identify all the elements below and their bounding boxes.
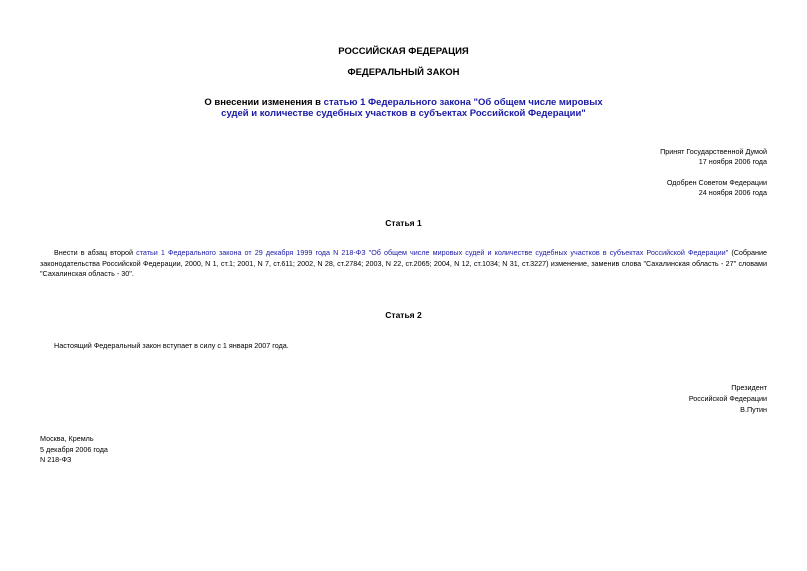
adoption-duma: [660, 147, 767, 167]
law-title: [0, 97, 807, 119]
approval-council: [667, 178, 767, 198]
article1-text-before: Внести в абзац второй: [54, 248, 137, 257]
article1-text-after: (Собрание законодательства Российской Федерации, 2000, N 1, ст.1; 2001, N 7, ст.611; 2002, N 28, ст.2784; 2003, N 22, ст.2065; 2004, N 12, ст.1034; N 31, ст.3227) изменение, заменив слова "Сахалинская область - 27" словами "Сахалинская область - 30".: [40, 248, 768, 278]
article2-heading: Статья 2: [385, 310, 422, 320]
approved-date: 24 ноября 2006 года: [698, 188, 767, 197]
place-date-block: [40, 434, 108, 466]
article1-heading: Статья 1: [385, 218, 422, 228]
signature-block: [689, 382, 767, 415]
signature-name: В.Путин: [740, 405, 767, 414]
adopted-label: Принят Государственной Думой: [660, 147, 767, 156]
country-heading: РОССИЙСКАЯ ФЕДЕРАЦИЯ: [338, 46, 469, 57]
law-number: N 218-ФЗ: [40, 455, 72, 464]
law-title-link-line2[interactable]: судей и количестве судебных участков в субъектах Российской Федерации": [221, 108, 586, 119]
article1-text: [40, 248, 767, 280]
signature-title: Президент: [731, 383, 767, 392]
article2-text: Настоящий Федеральный закон вступает в силу с 1 января 2007 года.: [54, 341, 289, 350]
place-location: Москва, Кремль: [40, 434, 94, 443]
article1-law-link[interactable]: статьи 1 Федерального закона от 29 декабря 1999 года N 218-ФЗ "Об общем числе мировых судей и количестве судебных участков в субъектах Российской Федерации": [136, 248, 729, 257]
approved-label: Одобрен Советом Федерации: [666, 178, 767, 187]
place-date: 5 декабря 2006 года: [40, 444, 108, 454]
signature-country: Российской Федерации: [688, 394, 767, 403]
adopted-date: 17 ноября 2006 года: [698, 157, 767, 166]
doc-type-heading: ФЕДЕРАЛЬНЫЙ ЗАКОН: [347, 67, 460, 78]
law-title-link-line1[interactable]: статью 1 Федерального закона "Об общем числе мировых: [323, 97, 603, 108]
law-title-prefix: О внесении изменения в: [204, 97, 324, 108]
